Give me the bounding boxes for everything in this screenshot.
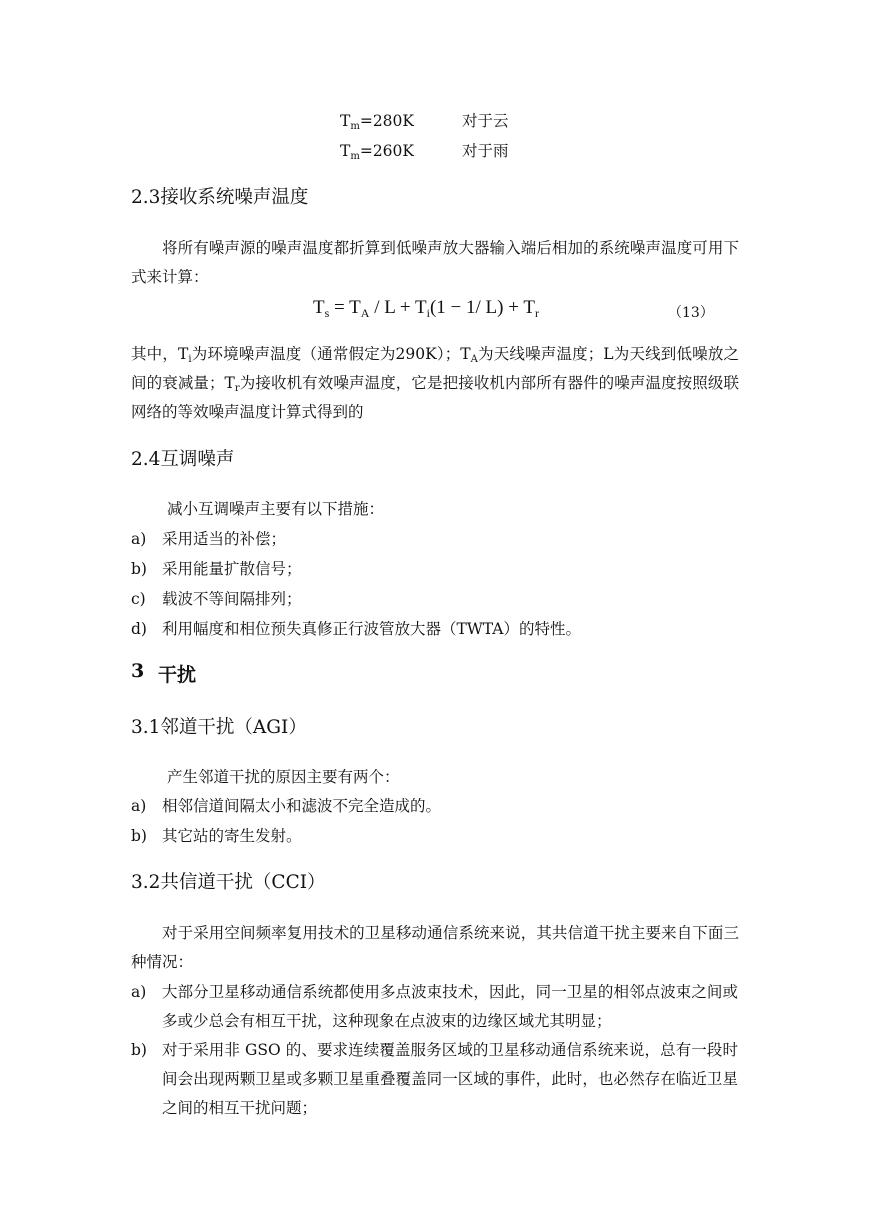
list-item: 采用适当的补偿；	[162, 530, 287, 548]
tm-row-rain	[340, 137, 414, 166]
explain-text: 为接收机有效噪声温度，它是把接收机内部所有器件的噪声温度按照级联网络的等效噪声温度计算式得到的	[131, 374, 739, 421]
formula-sub-a: A	[360, 306, 370, 320]
list-marker: d)	[131, 620, 147, 638]
formula-sub-s: s	[324, 306, 330, 320]
list-item: 载波不等间隔排列；	[162, 590, 302, 608]
section-2-4-heading: 2.4互调噪声	[131, 449, 235, 470]
list-marker: c)	[131, 590, 146, 608]
list-marker: b)	[131, 827, 147, 845]
list-item: 对于采用非 GSO 的、要求连续覆盖服务区域的卫星移动通信系统来说，总有一段时间会出现两颗卫星或多颗卫星重叠覆盖同一区域的事件，此时，也必然存在临近卫星之间的相互干扰问题；	[162, 1041, 738, 1117]
section-3-2-heading: 3.2共信道干扰（CCI）	[131, 872, 326, 893]
explain-text: 其中，T	[131, 345, 189, 363]
tm-note-cloud: 对于云	[462, 112, 509, 130]
tm-row-cloud	[340, 107, 414, 136]
tm-note-rain: 对于雨	[462, 142, 509, 160]
noise-temperature-formula	[313, 297, 539, 319]
formula-ts: T	[313, 297, 325, 318]
tm-symbol: T	[340, 142, 351, 160]
tm-value: =280K	[359, 112, 414, 130]
tm-subscript: m	[350, 121, 360, 132]
list-marker: b)	[131, 560, 147, 578]
list-marker: a)	[131, 797, 147, 815]
section-2-3-explanation	[131, 340, 739, 427]
section-3-heading: 干扰	[158, 664, 197, 686]
list-item: 采用能量扩散信号；	[162, 560, 302, 578]
list-item: 大部分卫星移动通信系统都使用多点波束技术，因此，同一卫星的相邻点波束之间或多或少总会有相互干扰，这种现象在点波束的边缘区域尤其明显；	[162, 983, 738, 1030]
explain-sub: i	[188, 354, 192, 365]
equation-number: （13）	[668, 305, 714, 321]
list-marker: b)	[131, 1041, 147, 1059]
section-2-3-intro: 将所有噪声源的噪声温度都折算到低噪声放大器输入端后相加的系统噪声温度可用下式来计算：	[131, 239, 739, 286]
section-3-1-intro: 产生邻道干扰的原因主要有两个：	[167, 768, 400, 786]
tm-value: =260K	[359, 142, 414, 160]
section-3-2-intro: 对于采用空间频率复用技术的卫星移动通信系统来说，其共信道干扰主要来自下面三种情况：	[131, 924, 739, 971]
explain-text: 为环境噪声温度（通常假定为290K）；T	[191, 345, 471, 363]
list-marker: a)	[131, 530, 147, 548]
formula-sub-r: r	[534, 306, 539, 320]
list-marker: a)	[131, 983, 147, 1001]
section-3-1-heading: 3.1邻道干扰（AGI）	[131, 717, 307, 738]
section-2-4-intro: 减小互调噪声主要有以下措施：	[167, 500, 385, 518]
formula-part: (1 − 1/ L) + T	[429, 297, 535, 318]
formula-part: / L + T	[369, 297, 427, 318]
tm-subscript: m	[350, 151, 360, 162]
list-item: 其它站的寄生发射。	[162, 827, 302, 845]
list-item: 利用幅度和相位预失真修正行波管放大器（TWTA）的特性。	[162, 620, 581, 638]
section-3-number: 3	[131, 660, 145, 682]
section-2-3-heading: 2.3接收系统噪声温度	[131, 187, 309, 208]
list-item: 相邻信道间隔太小和滤波不完全造成的。	[162, 797, 442, 815]
formula-sub-i: i	[426, 306, 430, 320]
explain-sub: A	[470, 354, 478, 365]
formula-part: = T	[329, 297, 361, 318]
tm-symbol: T	[340, 112, 351, 130]
explain-text: 为天线噪声温度；L为天线到低噪放之间的衰减量；T	[131, 345, 739, 392]
explain-sub: r	[234, 383, 240, 394]
